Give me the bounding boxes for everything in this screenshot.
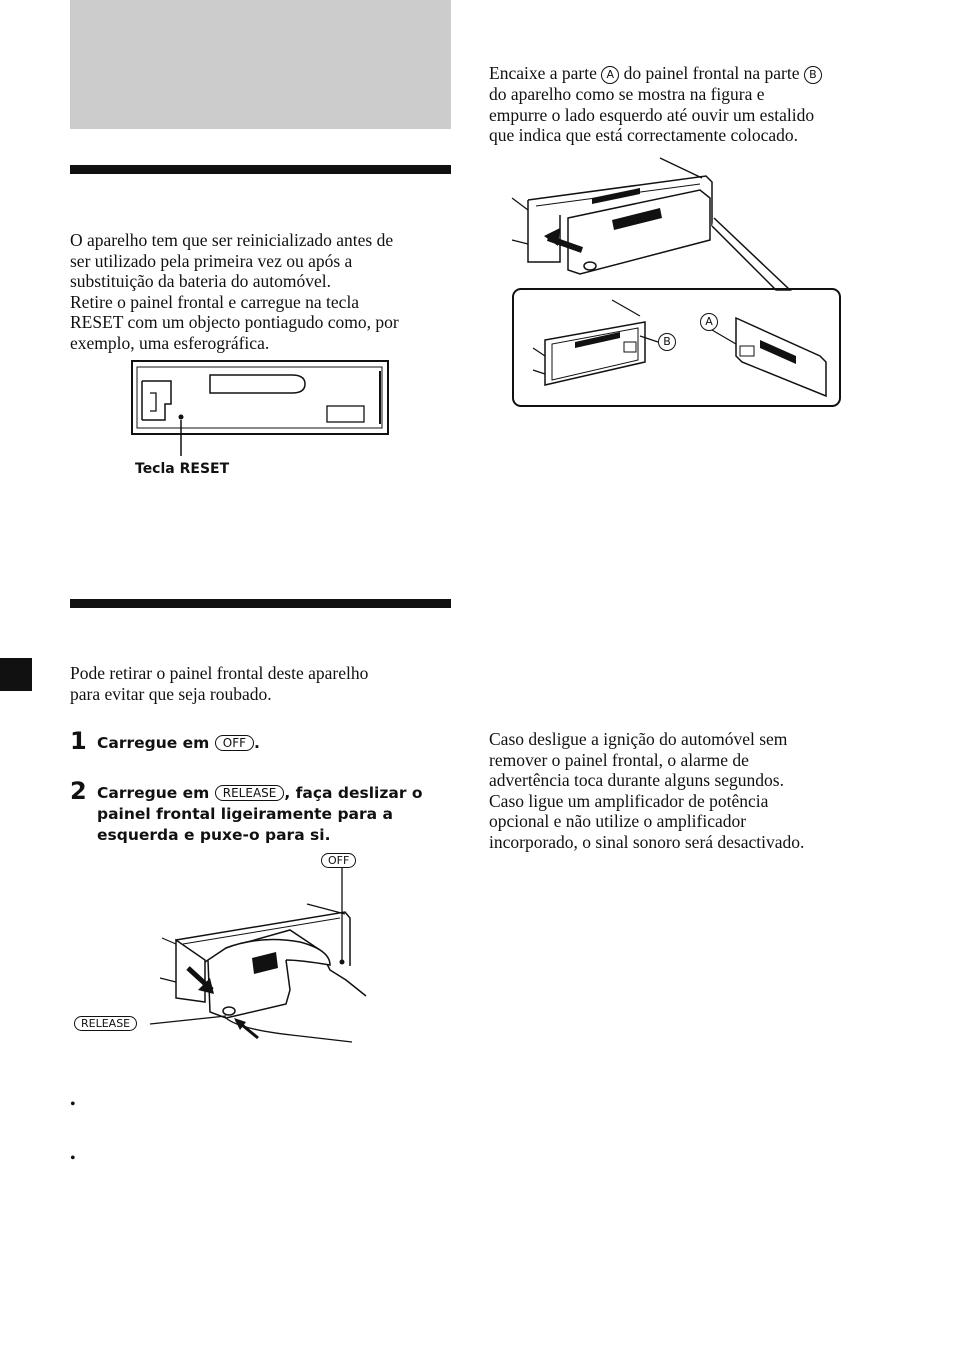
step-text: . <box>254 734 260 752</box>
alarm-line: Caso ligue um amplificador de potência <box>489 790 769 811</box>
figure-part-a-marker: A <box>700 313 718 331</box>
off-key: OFF <box>215 735 254 751</box>
reset-line: Retire o painel frontal e carregue na tecla <box>70 291 360 312</box>
reset-button-label: Tecla RESET <box>135 461 230 477</box>
part-b-marker: B <box>804 66 822 84</box>
step-number: 2 <box>70 777 87 805</box>
attach-text: do painel frontal na parte <box>623 63 800 83</box>
alarm-line: advertência toca durante alguns segundos. <box>489 770 784 790</box>
step-text: esquerda e puxe-o para si. <box>97 826 331 844</box>
step-text: Carregue em <box>97 734 210 752</box>
reset-line: ser utilizado pela primeira vez ou após a <box>70 250 353 271</box>
remove-intro-line: para evitar que seja roubado. <box>70 683 272 704</box>
step-text: , faça deslizar o <box>284 784 423 802</box>
step-number: 1 <box>70 727 87 755</box>
remove-intro-line: Pode retirar o painel frontal deste aparelho <box>70 663 369 683</box>
alarm-line: opcional e não utilize o amplificador <box>489 811 747 831</box>
bullet-point: • <box>70 1096 76 1113</box>
figure-off-key: OFF <box>321 853 356 868</box>
reset-line: O aparelho tem que ser reinicializado antes de <box>70 230 394 250</box>
alarm-line: remover o painel frontal, o alarme de <box>489 749 749 770</box>
reset-line: RESET com um objecto pontiagudo como, por <box>70 312 399 332</box>
attach-line: que indica que está correctamente colocado. <box>489 125 799 145</box>
bullet-point: • <box>70 1150 76 1167</box>
attach-line: do aparelho como se mostra na figura e <box>489 84 765 104</box>
reset-line: substituição da bateria do automóvel. <box>70 271 331 291</box>
figure-part-b-marker: B <box>658 333 676 351</box>
release-key: RELEASE <box>215 785 285 801</box>
part-a-marker: A <box>601 66 619 84</box>
step-text: Carregue em <box>97 784 210 802</box>
attach-line: empurre o lado esquerdo até ouvir um estalido <box>489 104 815 125</box>
alarm-paragraph <box>489 729 889 852</box>
step-text: painel frontal ligeiramente para a <box>97 805 393 823</box>
alarm-line: incorporado, o sinal sonoro será desactivado. <box>489 831 805 852</box>
figure-release-key: RELEASE <box>74 1016 137 1031</box>
reset-line: exemplo, uma esferográfica. <box>70 332 270 353</box>
alarm-line: Caso desligue a ignição do automóvel sem <box>489 729 788 749</box>
attach-text: Encaixe a parte <box>489 63 597 83</box>
